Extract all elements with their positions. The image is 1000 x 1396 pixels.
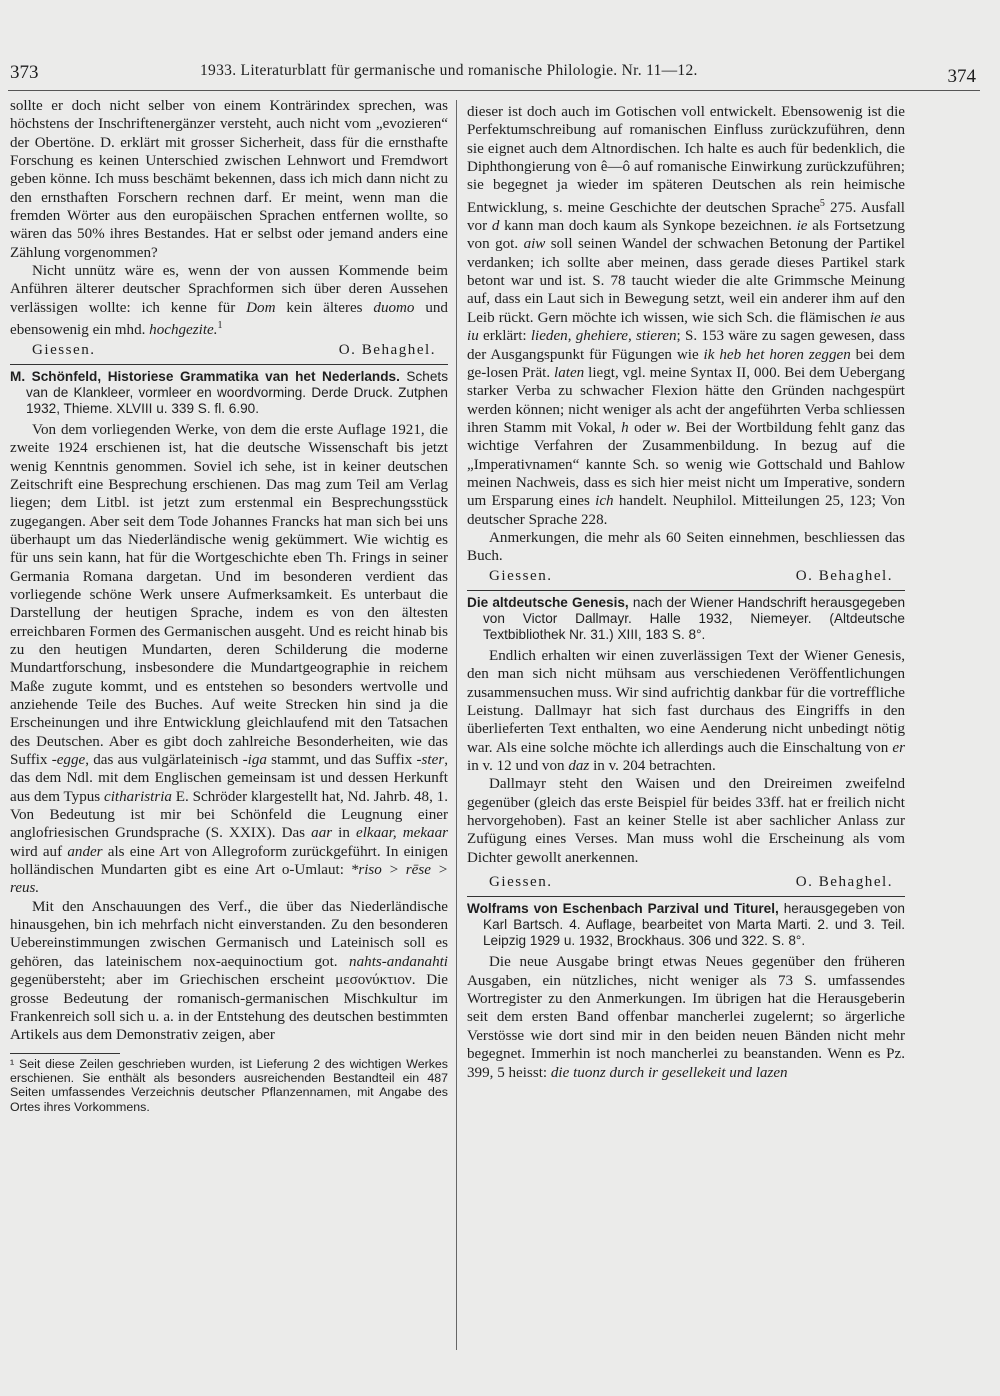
signature	[467, 567, 905, 585]
running-title: 1933. Literaturblatt für germanische und romanische Philologie. Nr. 11—12.	[200, 62, 698, 79]
signature-place: Giessen.	[32, 341, 96, 358]
review-book-title: Wolframs von Eschenbach Parzival und Titurel,	[467, 901, 779, 917]
section-separator	[467, 590, 905, 591]
column-divider	[456, 100, 457, 1350]
paragraph: Endlich erhalten wir einen zuverlässigen Text der Wiener Genesis, den man sich nicht mühsam aus verschiedenen Veröffentlichungen zusammensuchen muss. Wir sind aufrichtig dankbar für die vortreffliche Leistung. Dallmayr hat sich fast durchaus des Eingriffs in den überlieferten Text enthalten, wo eine Aenderung nicht unbedingt nötig war. Als eine solche möchte ich allerdings auch die Einschaltung von er in v. 12 und von daz in v. 204 betrachten.	[467, 647, 905, 775]
signature	[467, 873, 905, 891]
page-header	[8, 60, 980, 91]
paragraph: Mit den Anschauungen des Verf., die über das Niederländische hinausgehen, bin ich mehrfach nicht einverstanden. Zu den besonderen Uebereinstimmungen zwischen Germanisch und Lateinisch soll es gehören, das lateinischem nox-aequinoctium got. nahts-andanahti gegenübersteht; aber im Griechischen erscheint μεσονύκτιον. Die grosse Bedeutung der romanisch-germanischen Mischkultur im Frankenreich soll sich u. a. in der Entstehung des deutschen bestimmten Artikels aus dem Demonstrativ zeigen, aber	[10, 898, 448, 1044]
review-heading: Die altdeutsche Genesis, nach der Wiener Handschrift herausgegeben von Victor Dallmayr. Halle 1932, Niemeyer. (Altdeutsche Textbibliothek Nr. 31.) XIII, 183 S. 8°.	[467, 594, 905, 642]
paragraph: Nicht unnütz wäre es, wenn der von aussen Kommende beim Anführen älterer deutscher Sprachformen sich über deren Aussehen verlässigen wollte: ich kenne für Dom kein älteres duomo und ebensowenig ein mhd. hochgezite.$^1$	[10, 263, 448, 339]
signature-place: Giessen.	[489, 567, 553, 584]
page-number-left: 373	[10, 62, 39, 83]
paragraph: dieser ist doch auch im Gotischen voll entwickelt. Ebensowenig ist die Perfektumschreibung auf romanischen Einfluss zurückzuführen, denn sie eignet auch dem Altnordischen. Ich halte es auch für bedenklich, die Diphthongierung von ê—ô auf romanische Einwirkung zurückzuführen; sie begegnet ja wieder im späteren Deutschen als rein heimische Entwicklung, s. meine Geschichte der deutschen Sprache$^5$ 275. Ausfall vor d kann man doch kaum als Synkope bezeichnen. ie als Fortsetzung von got. aiw soll seinen Wandel der schwachen Betonung der Partikel verdanken; ich sollte aber meinen, dass gerade dieses Partikel stark betont war und ist. S. 78 taucht wieder die alte Grimmsche Meinung auf, dass ein Laut sich in Bewegung setzt, weil ein anderer ihm auf den Leib rückt. Gern möchte ich wissen, wie sich Sch. die flämischen ie aus iu erklärt: lieden, ghehiere, stieren; S. 153 wäre zu sagen gewesen, dass der Ausgangspunkt für Fügungen wie ik heb het horen zeggen bei dem ge-losen Prät. laten liegt, vgl. meine Syntax II, 000. Bei dem Uebergang starker Verba zu schwacher Flexion hätte den Gründen nachgespürt werden können; nicht weniger als acht der angeführten Verba schliessen ihren Stamm mit Vokal, h oder w. Bei der Wortbildung fehlt ganz das wichtige Verfahren der Zusammenbildung. In bezug auf die „Imperativnamen“ kannte Sch. so wenig wie Gottschald und Bahlow meinen Nachweis, dass es sich hier meist nicht um Imperative, sondern um Ersparung eines ich handelt. Neuphilol. Mitteilungen 25, 123; Von deutscher Sprache 228.	[467, 104, 906, 528]
paragraph: sollte er doch nicht selber von einem Konträrindex sprechen, was höchstens der Inschriftenergänzer versteht, auch nicht vom „evozieren“ der Obertöne. D. erklärt mit grosser Sicherheit, dass für die ernsthafte Forschung es keinen Unterschied zwischen Lehnwort und Fremdwort geben könne. Ich muss beschämt bekennen, dass ich mich dann nicht zu den ernsthaften Forschern rechnen darf. Er meint, wenn man die fremden Wörter aus den europäischen Sprachen entfernen wollte, so wären das 50% ihres Bestandes. Hat er selbst oder jemand anders eine Zählung vorgenommen?	[10, 98, 448, 261]
paragraph: Von dem vorliegenden Werke, von dem die erste Auflage 1921, die zweite 1924 erschienen ist, hat die deutsche Wissenschaft bis jetzt wenig Kenntnis genommen. Soviel ich sehe, ist in keiner deutschen Zeitschrift eine Besprechung erschienen. Das mag zum Teil am Verlag liegen; dem Litbl. ist jetzt zum erstenmal ein Besprechungsstück zugegangen. Aber seit dem Tode Johannes Francks hat man sich bei uns überhaupt um das Niederländische wenig gekümmert. Wie wichtig es für uns sein kann, hat für die Wortgeschichte eben Th. Frings in seiner Germania Romana dargetan. Und im besonderen verdient das vorliegende schöne Werk unsere Aufmerksamkeit. Es unterbaut die Darstellung der heutigen Sprache, indem es von den ältesten erreichbaren Formen des Germanischen ausgeht. Und es reicht hinab bis zu den heutigen Mundarten, deren Schilderung die moderne Mundartforschung, insbesondere die Mundartgeographie in reichem Maße zugute kommt, und es entstehen so besonders wertvolle und anziehende Teile des Buches. Auf weite Strecken hin sind ja die Erscheinungen und ihre Entwicklung gleichlaufend mit den Tatsachen des Deutschen. Aber es gibt doch zahlreiche Besonderheiten, wie das Suffix -egge, das aus vulgärlateinisch -iga stammt, und das Suffix -ster, das dem Ndl. mit dem Englischen gemeinsam ist und dessen Herkunft aus dem Typus citharistria E. Schröder klargestellt hat, Nd. Jahrb. 48, 1. Von Bedeutung ist mir bei Schönfeld die Leugnung einer anglofriesischen Grundsprache (S. XXIX). Das aar in elkaar, mekaar wird auf ander als eine Art von Allegroform zurückgeführt. In einigen holländischen Mundarten gibt es eine Art o-Umlaut: *riso > rēse > reus.	[10, 421, 449, 897]
right-column	[467, 103, 905, 1082]
section-separator	[467, 896, 905, 897]
footnote-rule	[10, 1053, 120, 1054]
review-heading: M. Schönfeld, Historiese Grammatika van het Nederlands. Schets van de Klankleer, vormleer en woordvorming. Derde Druck. Zutphen 1932, Thieme. XLVIII u. 339 S. fl. 6.90.	[10, 368, 448, 416]
signature-name: O. Behaghel.	[338, 341, 436, 358]
review-heading: Wolframs von Eschenbach Parzival und Titurel, herausgegeben von Karl Bartsch. 4. Auflage, bearbeitet von Marta Marti. 2. und 3. Teil. Leipzig 1929 u. 1932, Brockhaus. 306 und 322. S. 8°.	[467, 901, 905, 949]
footnote: ¹ Seit diese Zeilen geschrieben wurden, ist Lieferung 2 des wichtigen Werkes erschienen. Sie enthält als besonders ausreichenden Bestandteil ein 487 Seiten umfassendes Verzeichnis deutscher Pflanzennamen, mit Angabe des Ortes ihres Vorkommens.	[10, 1056, 448, 1114]
signature	[10, 341, 448, 359]
left-column	[10, 97, 448, 1114]
signature-name: O. Behaghel.	[795, 874, 893, 891]
signature-place: Giessen.	[489, 874, 553, 891]
footnote-marker: 1	[217, 320, 223, 332]
section-separator	[10, 364, 448, 365]
page-number-right: 374	[947, 66, 976, 87]
review-book-title: Die altdeutsche Genesis,	[467, 594, 629, 610]
review-book-title: M. Schönfeld, Historiese Grammatika van het Nederlands.	[10, 368, 400, 384]
paragraph: Dallmayr steht den Waisen und den Dreireimen zweifelnd gegenüber (gleich das erste Beispiel für beides 33ff. hat er freilich nicht hervorgehoben). Fast an keiner Stelle ist aber sachlicher Anlass zur Zufügung eines Verses. Man muss wohl die Erscheinung als vom Dichter gewollt anerkennen.	[467, 776, 905, 866]
signature-name: O. Behaghel.	[795, 567, 893, 584]
paragraph: Die neue Ausgabe bringt etwas Neues gegenüber den früheren Ausgaben, ein nützliches, nicht weniger als 73 S. umfassendes Wortregister zu den Anmerkungen. Im übrigen hat die Herausgeberin seit dem ersten Band offenbar mancherlei zugelernt; so ärgerliche Verstösse wie dort sind mir in den beiden neuen Bänden nicht mehr begegnet. Immerhin ist noch mancherlei zu beanstanden. Wenn es Pz. 399, 5 heisst: die tuonz durch ir gesellekeit und lazen	[467, 954, 905, 1081]
paragraph: Anmerkungen, die mehr als 60 Seiten einnehmen, beschliessen das Buch.	[467, 529, 905, 565]
